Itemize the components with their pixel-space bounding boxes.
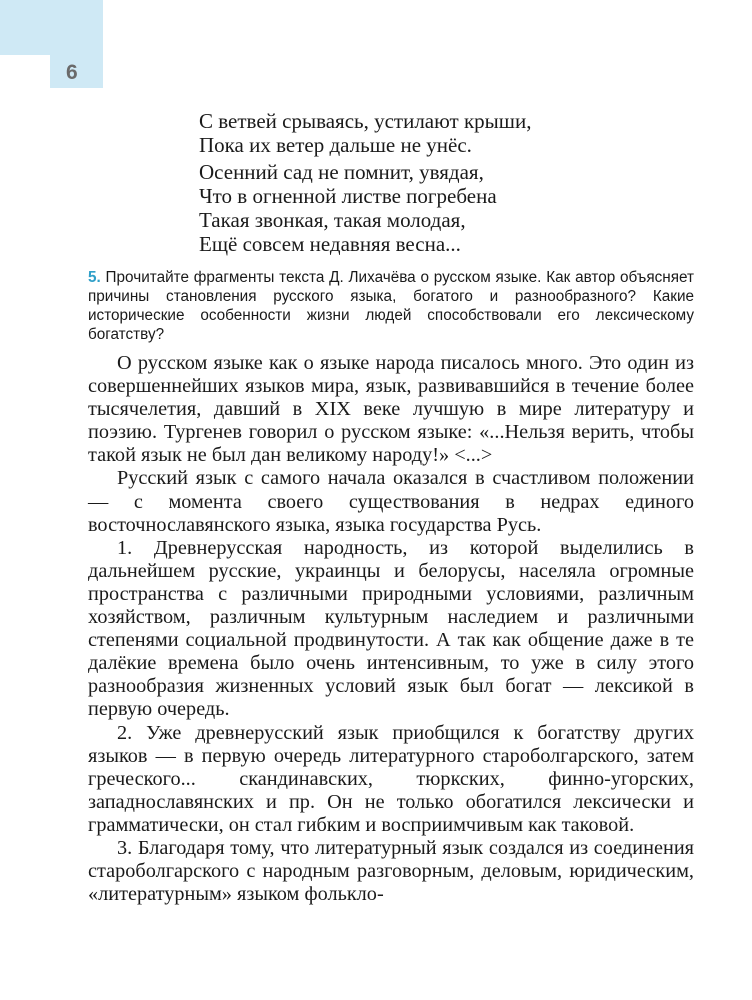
- poem-line: Ещё совсем недавняя весна...: [199, 232, 461, 256]
- poem-line: С ветвей срываясь, устилают крыши,: [199, 109, 532, 133]
- prose-paragraph: 2. Уже древнерусский язык приобщился к богатству других языков — в первую очередь литературного староболгарского, затем греческого... скандинавских, тюркских, финно-угорских, западнославянских и пр. Он не только обогатился лексически и грамматически, он стал гибким и восприимчивым как таковой.: [88, 721, 694, 836]
- task-number: 5.: [88, 269, 101, 286]
- poem-stanza-1: [199, 109, 531, 157]
- prose-paragraph: 3. Благодаря тому, что литературный язык создался из соединения староболгарского с народным разговорным, деловым, юридическим, «литературным» языком фолькло-: [88, 836, 694, 906]
- page-corner-decoration: [0, 0, 103, 55]
- prose-paragraph: О русском языке как о языке народа писалось много. Это один из совершеннейших языков мира, язык, развивавшийся в течение более тысячелетия, давший в XIX веке лучшую в мире литературу и поэзию. Тургенев говорил о русском языке: «...Нельзя верить, чтобы такой язык не был дан великому народу!» <...>: [88, 352, 694, 467]
- task-5: [88, 268, 694, 344]
- poem-stanza-2: [199, 160, 497, 256]
- likhachev-text: [88, 352, 694, 906]
- poem-line: Пока их ветер дальше не унёс.: [199, 133, 472, 157]
- task-text: Прочитайте фрагменты текста Д. Лихачёва о русском языке. Как автор объясняет причины становления русского языка, богатого и разнообразного? Какие исторические особенности жизни людей способствовали его лексическому богатству?: [88, 269, 694, 343]
- poem-line: Что в огненной листве погребена: [199, 184, 497, 208]
- poem-line: Такая звонкая, такая молодая,: [199, 208, 466, 232]
- prose-paragraph: Русский язык с самого начала оказался в счастливом положении — с момента своего существования в недрах единого восточнославянского языка, языка государства Русь.: [88, 467, 694, 536]
- prose-paragraph: 1. Древнерусская народность, из которой выделились в дальнейшем русские, украинцы и белорусы, населяла огромные пространства с различными природными условиями, различным хозяйством, различным культурным наследием и различными степенями социальной продвинутости. А так как общение даже в те далёкие времена было очень интенсивным, то уже в силу этого разнообразия жизненных условий язык был богат — лексикой в первую очередь.: [88, 536, 694, 721]
- page-number: 6: [66, 61, 78, 84]
- poem-line: Осенний сад не помнит, увядая,: [199, 160, 484, 184]
